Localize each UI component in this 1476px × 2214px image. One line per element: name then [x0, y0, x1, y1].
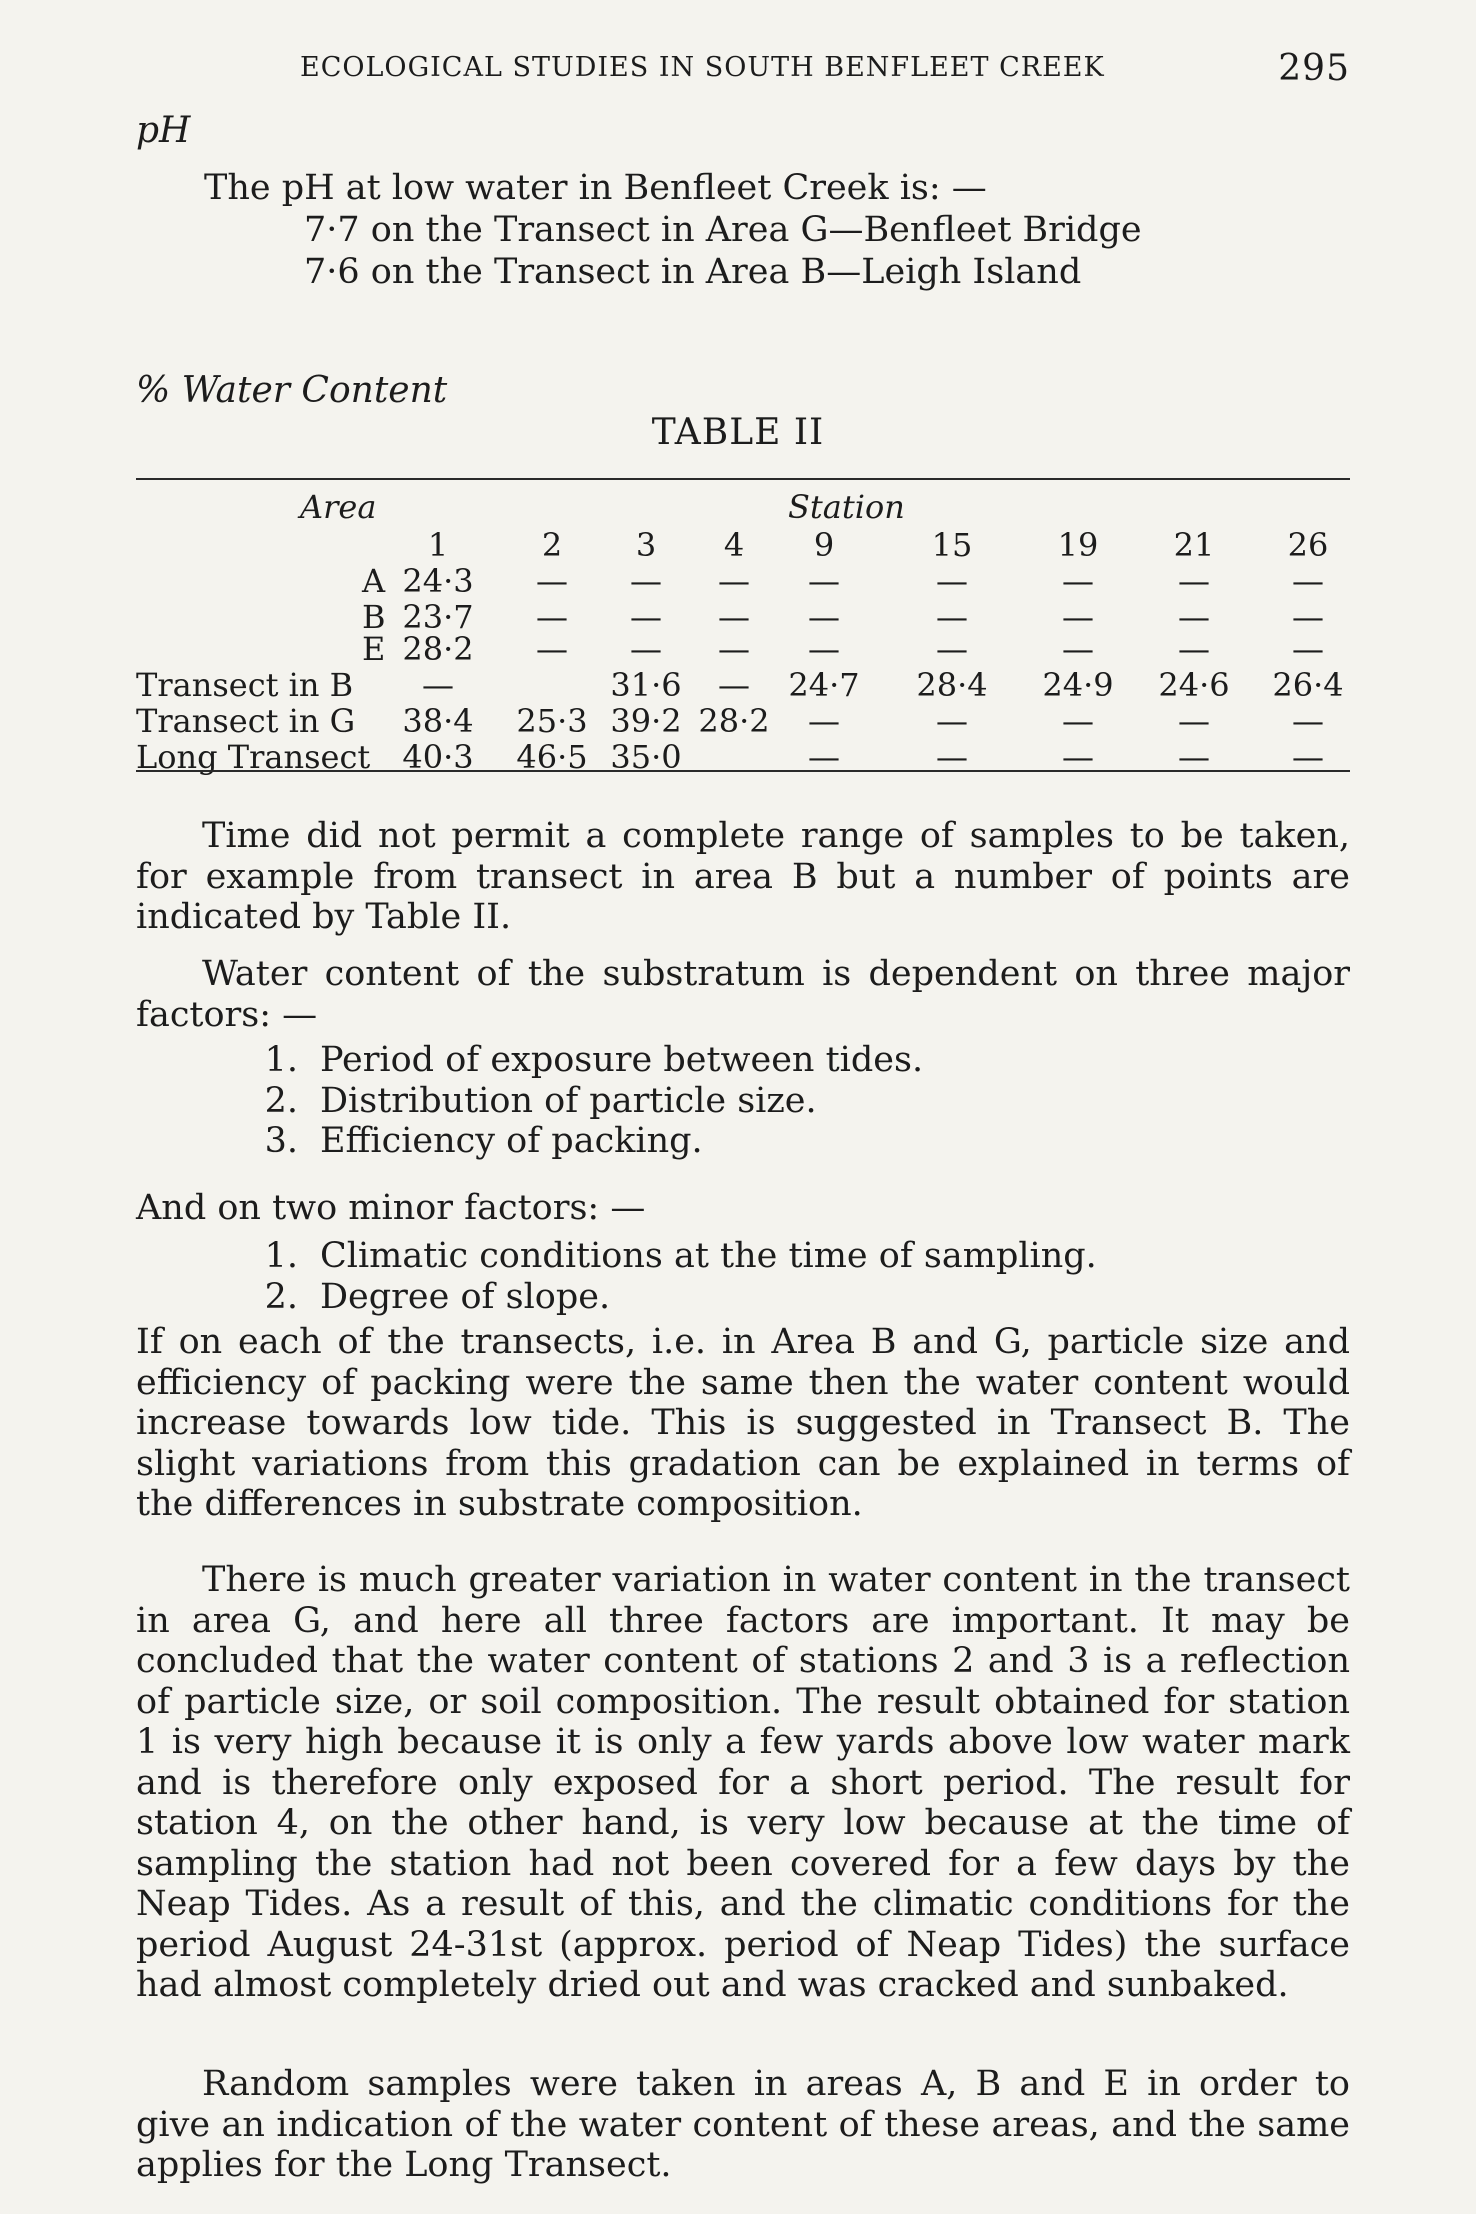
table-cell: —: [1292, 738, 1324, 776]
table-cell: —: [630, 630, 662, 668]
table-cell: —: [1062, 702, 1094, 740]
list-item-text: Degree of slope.: [320, 1276, 611, 1317]
table-cell: 35·0: [610, 738, 682, 776]
table-cell: 25·3: [516, 702, 588, 740]
table-row-label: Transect in B: [136, 666, 354, 704]
list-item-number: 3.: [264, 1121, 298, 1161]
paragraph-6-text: Random samples were taken in areas A, B and E in order to give an indication of the water content of these areas, and the same applies for the Long Transect.: [136, 2064, 1350, 2185]
table-cell: —: [718, 630, 750, 668]
list-item-number: 1.: [264, 1040, 298, 1080]
paragraph-1-text: Time did not permit a complete range of samples to be taken, for example from transect in area B but a number of points are indicated by Table II.: [136, 816, 1350, 937]
table-row-label: E: [362, 630, 386, 668]
table-top-rule: [136, 478, 1350, 480]
list-item-number: 1.: [264, 1236, 298, 1276]
table-cell: —: [1178, 562, 1210, 600]
table-cell: —: [936, 598, 968, 636]
station-header-cell: 1: [427, 526, 449, 564]
table-cell: —: [936, 630, 968, 668]
station-header: Station: [788, 488, 905, 526]
station-header-cell: 19: [1057, 526, 1099, 564]
table-cell: —: [1178, 598, 1210, 636]
list-item-text: Climatic conditions at the time of sampling.: [320, 1236, 1097, 1276]
station-header-cell: 21: [1173, 526, 1215, 564]
table-cell: —: [718, 666, 750, 704]
table-cell: —: [630, 598, 662, 636]
major-factors-list: [136, 1040, 923, 1162]
table-cell: —: [1178, 702, 1210, 740]
station-header-cell: 4: [723, 526, 745, 564]
list-item: [136, 1081, 923, 1122]
table-cell: 31·6: [610, 666, 682, 704]
paragraph-4: If on each of the transects, i.e. in Area B and G, particle size and efficiency of packing were the same then the water content would increase towards low tide. This is suggested in Transect B. The slight variations from this gradation can be explained in terms of the differences in substrate composition.: [136, 1322, 1350, 1524]
table-cell: 28·2: [402, 630, 474, 668]
ph-line-1: 7·7 on the Transect in Area G—Benfleet Bridge: [304, 210, 1142, 250]
station-header-cell: 2: [541, 526, 563, 564]
paragraph-2: [136, 954, 1350, 1035]
table-cell: —: [936, 562, 968, 600]
paragraph-2-text: Water content of the substratum is dependent on three major factors: —: [136, 954, 1350, 1035]
table-cell: —: [1178, 738, 1210, 776]
list-item: [136, 1040, 923, 1081]
table-cell: —: [1062, 598, 1094, 636]
table-cell: 40·3: [402, 738, 474, 776]
station-header-cell: 3: [635, 526, 657, 564]
table-cell: 24·6: [1158, 666, 1230, 704]
table-cell: —: [936, 702, 968, 740]
table-cell: —: [630, 562, 662, 600]
paragraph-5: [136, 1560, 1350, 2006]
list-item-text: Efficiency of packing.: [320, 1121, 703, 1161]
table-cell: —: [808, 630, 840, 668]
table-cell: —: [422, 666, 454, 704]
table-cell: 24·3: [402, 562, 474, 600]
paragraph-5-text: There is much greater variation in water content in the transect in area G, and here all three factors are important. It may be concluded that the water content of stations 2 and 3 is a reflection of particle size, or soil composition. The result obtained for station 1 is very high because it is only a few yards above low water mark and is therefore only exposed for a short period. The result for station 4, on the other hand, is very low because at the time of sampling the station had not been covered for a few days by the Neap Tides. As a result of this, and the climatic conditions for the period August 24-31st (approx. period of Neap Tides) the surface had almost completely dried out and was cracked and sunbaked.: [136, 1560, 1350, 2005]
table-cell: 23·7: [402, 598, 474, 636]
table-row-label: A: [362, 562, 386, 600]
running-head-title: ECOLOGICAL STUDIES IN SOUTH BENFLEET CREEK: [300, 52, 1105, 83]
table-cell: —: [808, 598, 840, 636]
station-header-cell: 9: [813, 526, 835, 564]
ph-line-2: 7·6 on the Transect in Area B—Leigh Island: [304, 252, 1082, 292]
table-row-label: B: [362, 598, 386, 636]
list-item-number: 2.: [264, 1080, 298, 1121]
table-cell: —: [536, 598, 568, 636]
table-cell: —: [808, 702, 840, 740]
water-content-heading: % Water Content: [136, 370, 448, 411]
list-item: [136, 1236, 1097, 1277]
ph-intro: The pH at low water in Benfleet Creek is: —: [204, 168, 987, 208]
minor-factors-list: [136, 1236, 1097, 1317]
list-item-text: Distribution of particle size.: [320, 1080, 817, 1121]
station-header-cell: 15: [931, 526, 973, 564]
table-bottom-rule: [136, 770, 1350, 772]
table-cell: —: [718, 598, 750, 636]
list-item: [136, 1277, 1097, 1318]
table-cell: —: [1292, 562, 1324, 600]
paragraph-6: [136, 2064, 1350, 2186]
table-title: TABLE II: [651, 412, 825, 453]
list-item-text: Period of exposure between tides.: [320, 1040, 924, 1080]
table-cell: —: [1292, 702, 1324, 740]
table-cell: —: [1062, 562, 1094, 600]
table-cell: —: [536, 630, 568, 668]
table-cell: —: [1062, 738, 1094, 776]
table-cell: —: [1292, 598, 1324, 636]
paragraph-1: [136, 816, 1350, 938]
table-cell: —: [536, 562, 568, 600]
table-cell: 39·2: [610, 702, 682, 740]
area-header: Area: [300, 488, 377, 526]
table-cell: —: [936, 738, 968, 776]
table-cell: 28·4: [916, 666, 988, 704]
table-cell: 46·5: [516, 738, 588, 776]
table-cell: —: [1178, 630, 1210, 668]
table-cell: —: [1292, 630, 1324, 668]
table-cell: 38·4: [402, 702, 474, 740]
table-row-label: Transect in G: [136, 702, 356, 740]
table-cell: —: [808, 562, 840, 600]
table-cell: —: [1062, 630, 1094, 668]
list-item: [136, 1121, 923, 1162]
list-item-number: 2.: [264, 1276, 298, 1317]
table-cell: 24·9: [1042, 666, 1114, 704]
table-cell: —: [808, 738, 840, 776]
table-cell: 24·7: [788, 666, 860, 704]
table-cell: —: [718, 562, 750, 600]
table-cell: 28·2: [698, 702, 770, 740]
ph-heading: pH: [136, 110, 191, 151]
table-row-label: Long Transect: [136, 738, 371, 776]
paragraph-3: And on two minor factors: —: [136, 1188, 646, 1228]
station-header-cell: 26: [1287, 526, 1329, 564]
table-cell: 26·4: [1272, 666, 1344, 704]
page-number: 295: [1278, 48, 1350, 89]
